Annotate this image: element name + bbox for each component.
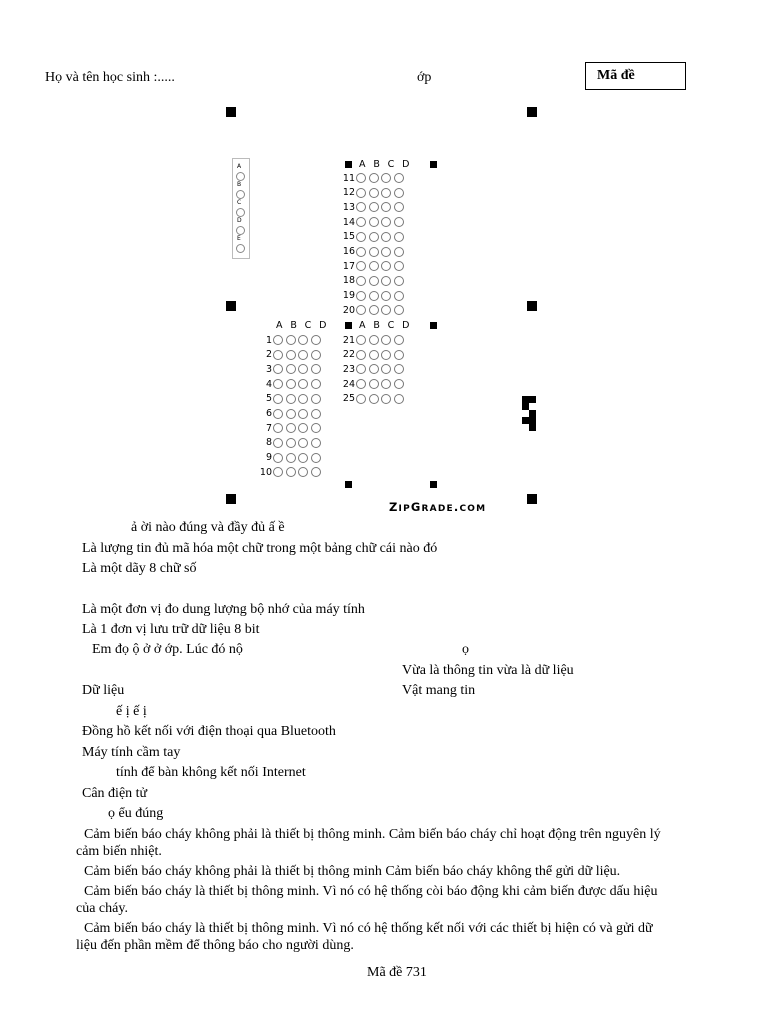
footer-exam-code: Mã đề 731: [367, 965, 427, 980]
key-bubble[interactable]: [236, 190, 245, 199]
question-number: 14: [342, 216, 355, 228]
question-number: 19: [342, 290, 355, 302]
question-number: 25: [342, 393, 355, 405]
key-letter: D: [237, 217, 242, 224]
question-number: 11: [342, 172, 355, 184]
answer-bubble[interactable]: [273, 335, 283, 345]
answer-bubble[interactable]: [286, 423, 296, 433]
answer-bubble[interactable]: [394, 188, 404, 198]
question-1-option: Là một đơn vị đo dung lượng bộ nhớ của máy tính: [82, 602, 365, 617]
key-letter: C: [237, 199, 242, 206]
registration-mark: [226, 494, 236, 504]
question-4-option-continued: của cháy.: [76, 901, 128, 916]
exam-code-box: [585, 62, 686, 90]
answer-bubble[interactable]: [298, 364, 308, 374]
exam-code-box-label: Mã đề: [597, 68, 635, 83]
answer-bubble[interactable]: [273, 467, 283, 477]
answer-bubble[interactable]: [311, 379, 321, 389]
question-number: 3: [265, 363, 272, 375]
answer-row: [339, 303, 406, 317]
answer-bubble[interactable]: [369, 247, 379, 257]
answer-bubble[interactable]: [356, 217, 366, 227]
question-3-option: Đồng hồ kết nối với điện thoại qua Bluetooth: [82, 724, 336, 739]
answer-bubble[interactable]: [298, 394, 308, 404]
answer-bubble[interactable]: [369, 291, 379, 301]
question-number: 17: [342, 260, 355, 272]
class-label: ớp: [417, 70, 432, 85]
question-number: 23: [342, 363, 355, 375]
answer-bubble[interactable]: [394, 350, 404, 360]
answer-bubble[interactable]: [394, 364, 404, 374]
answer-row: [339, 200, 406, 214]
key-bubble[interactable]: [236, 172, 245, 181]
question-number: 24: [342, 378, 355, 390]
answer-bubble[interactable]: [394, 217, 404, 227]
answer-bubble[interactable]: [356, 232, 366, 242]
answer-bubble[interactable]: [286, 379, 296, 389]
answer-bubble[interactable]: [394, 335, 404, 345]
registration-mark: [226, 301, 236, 311]
key-letter: A: [237, 163, 242, 170]
question-2-stem-end: ọ: [462, 642, 469, 657]
answer-bubble[interactable]: [273, 409, 283, 419]
answer-bubble[interactable]: [286, 409, 296, 419]
answer-bubble[interactable]: [356, 394, 366, 404]
answer-bubble[interactable]: [381, 291, 391, 301]
question-1-stem: ả ời nào đúng và đầy đủ ấ ề: [131, 520, 285, 535]
answer-bubble[interactable]: [356, 173, 366, 183]
answer-bubble[interactable]: [394, 202, 404, 212]
zipgrade-logo: ZIPGRADE.COM: [389, 500, 487, 514]
question-3-option: tính để bàn không kết nối Internet: [116, 765, 306, 780]
answer-bubble[interactable]: [394, 173, 404, 183]
answer-row: [256, 362, 323, 376]
answer-bubble[interactable]: [369, 261, 379, 271]
answer-bubble[interactable]: [394, 261, 404, 271]
answer-bubble[interactable]: [356, 305, 366, 315]
question-1-option: Là một dãy 8 chữ số: [82, 561, 197, 576]
question-number: 6: [265, 408, 272, 419]
answer-bubble[interactable]: [286, 364, 296, 374]
question-4-stem: ọ ểu đúng: [108, 806, 164, 821]
question-4-option: Cảm biến báo cháy không phải là thiết bị thông minh Cảm biến báo cháy không thể gửi dữ liệu.: [84, 864, 621, 879]
answer-bubble[interactable]: [356, 261, 366, 271]
registration-mark: [527, 107, 537, 117]
answer-bubble[interactable]: [369, 394, 379, 404]
answer-bubble[interactable]: [311, 335, 321, 345]
answer-bubble[interactable]: [356, 276, 366, 286]
answer-bubble[interactable]: [298, 409, 308, 419]
answer-bubble[interactable]: [356, 335, 366, 345]
column-mark: [430, 322, 437, 329]
key-bubble[interactable]: [236, 244, 245, 253]
answer-bubble[interactable]: [298, 379, 308, 389]
column-mark: [345, 161, 352, 168]
answer-bubble[interactable]: [381, 379, 391, 389]
question-2-option: Vật mang tin: [402, 683, 476, 698]
key-letter: B: [237, 181, 242, 188]
answer-row: [339, 215, 406, 229]
answer-bubble[interactable]: [311, 350, 321, 360]
question-number: 21: [342, 334, 355, 346]
answer-bubble[interactable]: [273, 364, 283, 374]
answer-row: [339, 333, 406, 347]
answer-bubble[interactable]: [381, 247, 391, 257]
question-3-option: Cân điện tử: [82, 786, 148, 801]
answer-row: [339, 289, 406, 303]
answer-bubble[interactable]: [298, 438, 308, 448]
key-bubble[interactable]: [236, 208, 245, 217]
answer-bubble[interactable]: [273, 423, 283, 433]
answer-bubble[interactable]: [381, 305, 391, 315]
registration-mark: [527, 494, 537, 504]
question-3-stem: ế ị ế ị: [116, 704, 147, 719]
answer-bubble[interactable]: [311, 409, 321, 419]
answer-bubble[interactable]: [394, 247, 404, 257]
question-number: 13: [342, 201, 355, 213]
answer-bubble[interactable]: [356, 364, 366, 374]
column-mark: [345, 481, 352, 488]
answer-bubble[interactable]: [394, 291, 404, 301]
question-number: 16: [342, 246, 355, 257]
question-4-option: Cảm biến báo cháy không phải là thiết bị thông minh. Cảm biến báo cháy chỉ hoạt động trên nguyên lý: [84, 827, 661, 842]
answer-bubble[interactable]: [286, 335, 296, 345]
question-2-stem: Em đọ ộ ở ở ớp. Lúc đó nộ: [92, 642, 243, 657]
answer-row: [256, 348, 323, 362]
question-4-option: Cảm biến báo cháy là thiết bị thông minh. Vì nó có hệ thống còi báo động khi cảm biến được dấu hiệu: [84, 884, 658, 899]
question-2-option: Vừa là thông tin vừa là dữ liệu: [402, 663, 574, 678]
answer-bubble[interactable]: [381, 335, 391, 345]
question-number: 2: [265, 349, 272, 361]
question-1-option: Là lượng tin đủ mã hóa một chữ trong một bảng chữ cái nào đó: [82, 541, 438, 556]
answer-row: [339, 377, 406, 391]
answer-bubble[interactable]: [298, 467, 308, 477]
answer-bubble[interactable]: [298, 335, 308, 345]
answer-row: [339, 230, 406, 244]
answer-bubble[interactable]: [273, 379, 283, 389]
question-number: 22: [342, 349, 355, 361]
answer-bubble[interactable]: [311, 394, 321, 404]
question-number: 12: [342, 187, 355, 199]
answer-bubble[interactable]: [356, 247, 366, 257]
key-bubble[interactable]: [236, 226, 245, 235]
column-header: A B C D: [359, 159, 412, 170]
answer-bubble[interactable]: [369, 276, 379, 286]
question-2-option: Dữ liệu: [82, 683, 125, 698]
answer-bubble[interactable]: [298, 423, 308, 433]
answer-row: [256, 421, 323, 435]
answer-bubble[interactable]: [369, 305, 379, 315]
answer-bubble[interactable]: [311, 453, 321, 463]
answer-bubble[interactable]: [311, 364, 321, 374]
answer-bubble[interactable]: [356, 350, 366, 360]
answer-bubble[interactable]: [394, 305, 404, 315]
answer-row: [339, 274, 406, 288]
answer-row: [339, 245, 406, 259]
answer-bubble[interactable]: [381, 188, 391, 198]
answer-bubble[interactable]: [381, 202, 391, 212]
question-4-option-continued: cảm biến nhiệt.: [76, 844, 162, 859]
answer-bubble[interactable]: [369, 350, 379, 360]
answer-bubble[interactable]: [356, 291, 366, 301]
answer-row: [339, 171, 406, 185]
question-number: 5: [265, 393, 272, 405]
column-mark: [430, 481, 437, 488]
answer-row: [339, 259, 406, 273]
answer-row: [339, 186, 406, 200]
question-4-option: Cảm biến báo cháy là thiết bị thông minh. Vì nó có hệ thống kết nối với các thiết bị hiện có và gửi dữ: [84, 921, 653, 936]
question-3-option: Máy tính cầm tay: [82, 745, 181, 760]
answer-bubble[interactable]: [394, 276, 404, 286]
answer-bubble[interactable]: [381, 364, 391, 374]
question-number: 10: [259, 466, 272, 478]
question-number: 18: [342, 275, 355, 287]
answer-bubble[interactable]: [369, 217, 379, 227]
answer-row: [256, 392, 323, 406]
question-number: 20: [342, 304, 355, 316]
answer-bubble[interactable]: [286, 394, 296, 404]
key-letter: E: [237, 235, 241, 242]
answer-row: [339, 392, 406, 406]
answer-bubble[interactable]: [394, 379, 404, 389]
question-1-option: Là 1 đơn vị lưu trữ dữ liệu 8 bit: [82, 622, 260, 637]
answer-bubble[interactable]: [381, 261, 391, 271]
answer-row: [256, 465, 323, 479]
question-number: 7: [265, 422, 272, 434]
answer-bubble[interactable]: [369, 335, 379, 345]
answer-bubble[interactable]: [369, 188, 379, 198]
answer-bubble[interactable]: [369, 173, 379, 183]
answer-bubble[interactable]: [394, 394, 404, 404]
answer-bubble[interactable]: [381, 217, 391, 227]
answer-bubble[interactable]: [273, 453, 283, 463]
question-number: 4: [265, 378, 272, 390]
answer-bubble[interactable]: [356, 202, 366, 212]
answer-bubble[interactable]: [273, 438, 283, 448]
answer-bubble[interactable]: [369, 364, 379, 374]
question-number: 9: [265, 452, 272, 464]
answer-bubble[interactable]: [286, 350, 296, 360]
column-header: A B C D: [359, 320, 412, 331]
answer-row: [339, 348, 406, 362]
answer-bubble[interactable]: [311, 423, 321, 433]
answer-bubble[interactable]: [381, 394, 391, 404]
answer-bubble[interactable]: [311, 467, 321, 477]
answer-bubble[interactable]: [381, 173, 391, 183]
question-number: 1: [265, 334, 272, 346]
answer-bubble[interactable]: [381, 350, 391, 360]
answer-bubble[interactable]: [273, 394, 283, 404]
answer-bubble[interactable]: [273, 350, 283, 360]
answer-bubble[interactable]: [298, 350, 308, 360]
answer-row: [256, 451, 323, 465]
answer-bubble[interactable]: [369, 202, 379, 212]
answer-row: [256, 377, 323, 391]
answer-row: [256, 436, 323, 450]
question-4-option-continued: liệu đến phần mềm để thông báo cho người dùng.: [76, 938, 354, 953]
answer-bubble[interactable]: [356, 379, 366, 389]
column-mark: [430, 161, 437, 168]
question-number: 8: [265, 437, 272, 449]
answer-row: [256, 407, 323, 421]
answer-bubble[interactable]: [381, 232, 391, 242]
registration-mark: [226, 107, 236, 117]
question-number: 15: [342, 231, 355, 243]
answer-bubble[interactable]: [286, 438, 296, 448]
column-mark: [345, 322, 352, 329]
answer-bubble[interactable]: [311, 438, 321, 448]
answer-row: [339, 362, 406, 376]
version-key-box: [232, 158, 250, 259]
answer-bubble[interactable]: [286, 467, 296, 477]
answer-row: [256, 333, 323, 347]
answer-bubble[interactable]: [356, 188, 366, 198]
answer-bubble[interactable]: [394, 232, 404, 242]
answer-bubble[interactable]: [381, 276, 391, 286]
answer-bubble[interactable]: [369, 379, 379, 389]
student-name-label: Họ và tên học sinh :.....: [45, 70, 175, 85]
registration-mark: [527, 301, 537, 311]
answer-bubble[interactable]: [286, 453, 296, 463]
answer-bubble[interactable]: [369, 232, 379, 242]
answer-bubble[interactable]: [298, 453, 308, 463]
column-header: A B C D: [276, 320, 329, 331]
